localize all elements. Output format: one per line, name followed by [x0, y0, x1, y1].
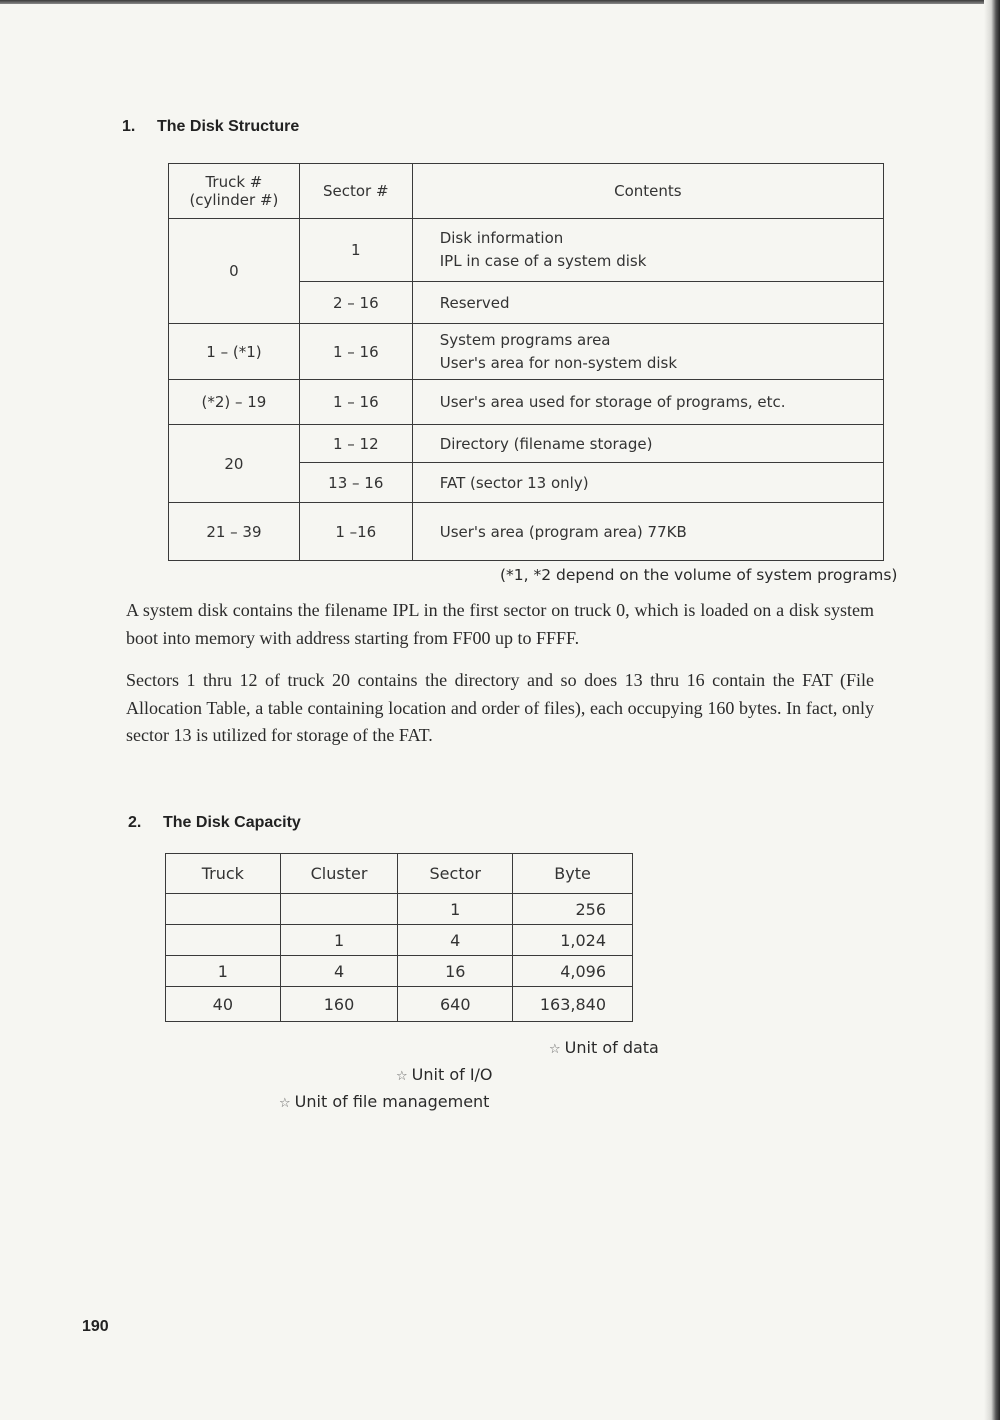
section-2-title: The Disk Capacity [163, 814, 301, 831]
star-icon: ☆ [396, 1069, 408, 1084]
table-row [169, 219, 884, 282]
cell-truck: (*2) – 19 [169, 380, 300, 425]
header-truck [169, 164, 300, 219]
header-cluster: Cluster [280, 854, 398, 894]
note-unit-of-io-text: Unit of I/O [411, 1065, 493, 1084]
header-truck-line1: Truck # [205, 173, 263, 191]
cell-sector: 1 [299, 219, 412, 282]
page-top-edge [0, 0, 1000, 4]
table-row [169, 503, 884, 561]
note-unit-of-file-management [279, 1092, 489, 1111]
cell-cluster [280, 894, 398, 925]
cell-byte: 163,840 [513, 987, 633, 1022]
table-row [169, 380, 884, 425]
section-1-number: 1. [122, 118, 136, 135]
note-unit-of-io [396, 1065, 493, 1084]
cell-sector: 1 – 16 [299, 380, 412, 425]
header-contents: Contents [412, 164, 883, 219]
cell-truck: 0 [169, 219, 300, 324]
cell-contents-line2: User's area for non-system disk [439, 353, 678, 372]
paragraph-2: Sectors 1 thru 12 of truck 20 contains the directory and so does 13 thru 16 contain the FAT (File Allocation Table, a table containing location and order of files), each occupying 160 bytes. In fact, only sector 13 is utilized for storage of the FAT. [126, 670, 874, 745]
table-row [166, 894, 633, 925]
cell-sector: 1 – 12 [299, 425, 412, 463]
cell-contents [412, 324, 883, 380]
disk-capacity-table [165, 853, 633, 1022]
header-sector: Sector [398, 854, 513, 894]
star-icon: ☆ [549, 1042, 561, 1057]
cell-contents [412, 219, 883, 282]
table-row [169, 324, 884, 380]
cell-cluster: 1 [280, 925, 398, 956]
page-binding-shadow [984, 0, 1000, 1420]
cell-cluster: 4 [280, 956, 398, 987]
cell-contents-line1: Disk information [439, 229, 564, 247]
section-2-heading [128, 814, 301, 832]
note-unit-of-data-text: Unit of data [564, 1038, 659, 1057]
cell-truck: 40 [166, 987, 281, 1022]
cell-contents-line2: IPL in case of a system disk [439, 252, 647, 270]
table-header-row [169, 164, 884, 219]
table-row [166, 925, 633, 956]
section-2-number: 2. [128, 814, 142, 831]
cell-contents: FAT (sector 13 only) [412, 463, 883, 503]
section-1-heading [122, 118, 299, 136]
cell-contents: Reserved [412, 282, 883, 324]
cell-sector: 1 –16 [299, 503, 412, 561]
cell-byte: 4,096 [513, 956, 633, 987]
cell-byte: 1,024 [513, 925, 633, 956]
cell-truck: 20 [169, 425, 300, 503]
paragraph-1: A system disk contains the filename IPL in the first sector on truck 0, which is loaded on a disk system boot into memory with address starting from FF00 up to FFFF. [126, 600, 874, 648]
header-truck: Truck [166, 854, 281, 894]
cell-truck: 1 [166, 956, 281, 987]
star-icon: ☆ [279, 1096, 291, 1111]
cell-cluster: 160 [280, 987, 398, 1022]
note-unit-of-data [549, 1038, 659, 1057]
cell-truck: 21 – 39 [169, 503, 300, 561]
table-footnote: (*1, *2 depend on the volume of system programs) [500, 566, 898, 584]
header-sector: Sector # [299, 164, 412, 219]
note-unit-of-file-management-text: Unit of file management [294, 1092, 490, 1111]
cell-contents: User's area (program area) 77KB [412, 503, 883, 561]
disk-structure-table [168, 163, 884, 561]
cell-sector: 1 [398, 894, 513, 925]
header-truck-line2: (cylinder #) [189, 191, 279, 209]
cell-contents-line1: System programs area [439, 330, 611, 349]
table-row [169, 425, 884, 463]
cell-byte: 256 [513, 894, 633, 925]
table-row [166, 987, 633, 1022]
cell-sector: 1 – 16 [299, 324, 412, 380]
cell-sector: 2 – 16 [299, 282, 412, 324]
page-number: 190 [82, 1318, 109, 1335]
header-byte: Byte [513, 854, 633, 894]
cell-sector: 16 [398, 956, 513, 987]
cell-sector: 13 – 16 [299, 463, 412, 503]
cell-contents: User's area used for storage of programs, etc. [412, 380, 883, 425]
section-1-title: The Disk Structure [157, 118, 300, 135]
table-row [166, 956, 633, 987]
cell-truck: 1 – (*1) [169, 324, 300, 380]
cell-sector: 4 [398, 925, 513, 956]
cell-truck [166, 894, 281, 925]
table-header-row [166, 854, 633, 894]
cell-sector: 640 [398, 987, 513, 1022]
cell-truck [166, 925, 281, 956]
cell-contents: Directory (filename storage) [412, 425, 883, 463]
